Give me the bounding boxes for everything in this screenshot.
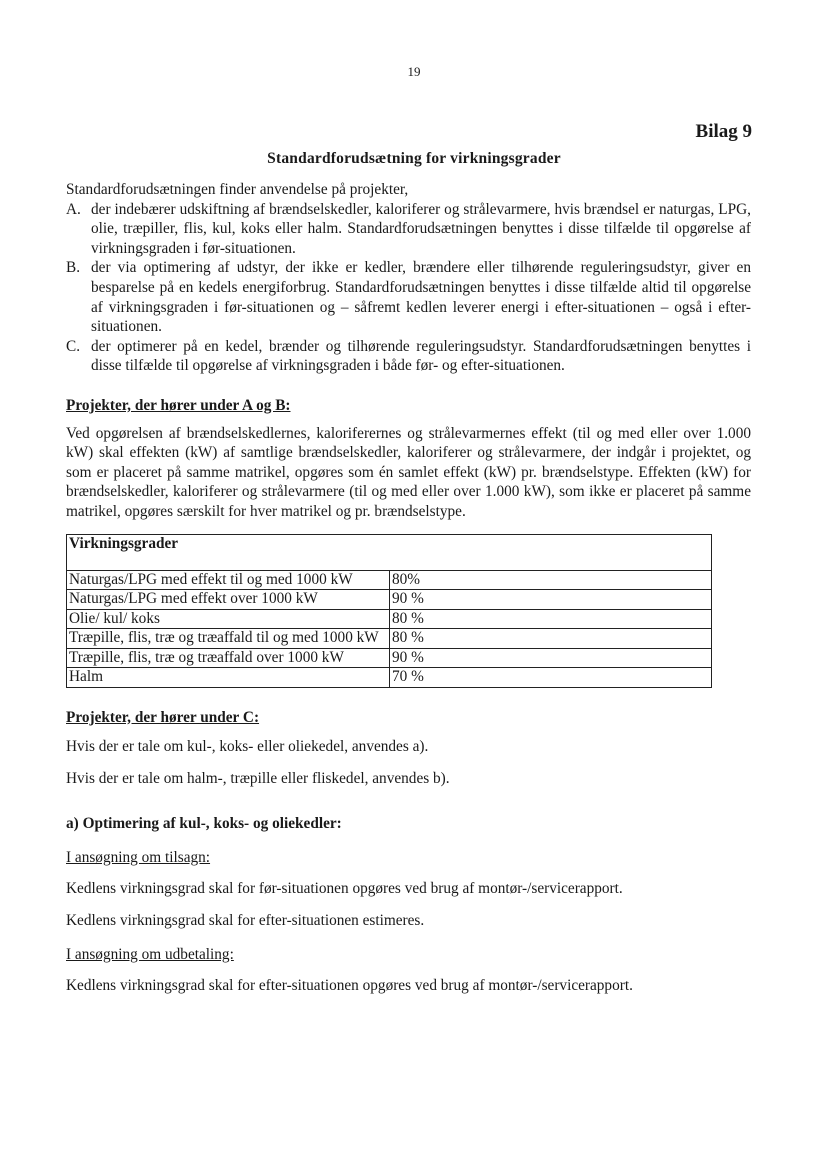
- efficiency-cell: 90 %: [390, 648, 712, 668]
- table-row: [67, 648, 712, 668]
- document-title: Standardforudsætning for virkningsgrader: [267, 150, 561, 167]
- payment-line-1: Kedlens virkningsgrad skal for efter-situationen opgøres ved brug af montør-/servicerapport.: [66, 977, 633, 995]
- case-marker: C.: [66, 337, 81, 355]
- section-ab-paragraph: Ved opgørelsen af brændselskedlernes, kaloriferernes og strålevarmernes effekt (til og med eller over 1.000 kW) skal effekten (kW) af samtlige brændselskedler, kaloriferer og strålevarmere, der indgår i projektet, og som er placeret på samme matrikel, opgøres som én samlet effekt (kW) pr. brændselstype. Effekten (kW) for brændselskedler, kaloriferer og strålevarmere (til og med eller over 1.000 kW), som ikke er placeret på samme matrikel, opgøres særskilt for hver matrikel og pr. brændselstype.: [66, 424, 751, 520]
- table-header-row: [67, 534, 712, 570]
- table-row: [67, 570, 712, 590]
- table-row: [67, 590, 712, 610]
- annex-label: Bilag 9: [695, 121, 752, 142]
- fuel-cell: Olie/ kul/ koks: [67, 609, 390, 629]
- table-header: Virkningsgrader: [67, 534, 712, 570]
- document-body: [66, 180, 751, 996]
- case-marker: B.: [66, 259, 81, 277]
- efficiency-cell: 80%: [390, 570, 712, 590]
- efficiency-table: [66, 534, 712, 688]
- table-row: [67, 609, 712, 629]
- case-text: der via optimering af udstyr, der ikke er kedler, brændere eller tilhørende reguleringsudstyr, giver en besparelse på en kedels energiforbrug. Standardforudsætningen benyttes i disse tilfælde altid til opgørelse af virkningsgraden i før-situationen og – såfremt kedlen leverer energi i efter-situationen – også i efter-situationen.: [91, 259, 751, 336]
- table-row: [67, 668, 712, 688]
- application-heading: I ansøgning om tilsagn:: [66, 848, 211, 866]
- case-item-a: [66, 200, 751, 259]
- efficiency-cell: 70 %: [390, 668, 712, 688]
- case-marker: A.: [66, 200, 81, 218]
- subsection-a-heading: a) Optimering af kul-, koks- og oliekedler:: [66, 815, 342, 833]
- efficiency-cell: 90 %: [390, 590, 712, 610]
- case-item-c: [66, 337, 751, 376]
- payment-heading: I ansøgning om udbetaling:: [66, 945, 234, 963]
- application-line-2: Kedlens virkningsgrad skal for efter-situationen estimeres.: [66, 912, 425, 930]
- section-heading-c: Projekter, der hører under C:: [66, 708, 260, 726]
- table-row: [67, 629, 712, 649]
- section-c-line-2: Hvis der er tale om halm-, træpille eller fliskedel, anvendes b).: [66, 769, 450, 787]
- fuel-cell: Halm: [67, 668, 390, 688]
- application-line-1: Kedlens virkningsgrad skal for før-situationen opgøres ved brug af montør-/servicerapport.: [66, 880, 623, 898]
- efficiency-cell: 80 %: [390, 609, 712, 629]
- section-c-line-1: Hvis der er tale om kul-, koks- eller oliekedel, anvendes a).: [66, 738, 429, 756]
- efficiency-cell: 80 %: [390, 629, 712, 649]
- page-number: 19: [407, 64, 421, 79]
- fuel-cell: Træpille, flis, træ og træaffald til og med 1000 kW: [67, 629, 390, 649]
- section-heading-ab: Projekter, der hører under A og B:: [66, 396, 291, 414]
- fuel-cell: Naturgas/LPG med effekt til og med 1000 kW: [67, 570, 390, 590]
- case-list: [66, 200, 751, 376]
- fuel-cell: Træpille, flis, træ og træaffald over 1000 kW: [67, 648, 390, 668]
- case-item-b: [66, 258, 751, 336]
- fuel-cell: Naturgas/LPG med effekt over 1000 kW: [67, 590, 390, 610]
- case-text: der optimerer på en kedel, brænder og tilhørende reguleringsudstyr. Standardforudsætningen benyttes i disse tilfælde til opgørelse af virkningsgraden i både før- og efter-situationen.: [91, 337, 751, 375]
- intro-text: Standardforudsætningen finder anvendelse på projekter,: [66, 181, 409, 198]
- case-text: der indebærer udskiftning af brændselskedler, kaloriferer og strålevarmere, hvis brændsel er naturgas, LPG, olie, træpiller, flis, kul, koks eller halm. Standardforudsætningen benyttes i disse tilfælde til opgørelse af virkningsgraden i før-situationen.: [91, 200, 751, 257]
